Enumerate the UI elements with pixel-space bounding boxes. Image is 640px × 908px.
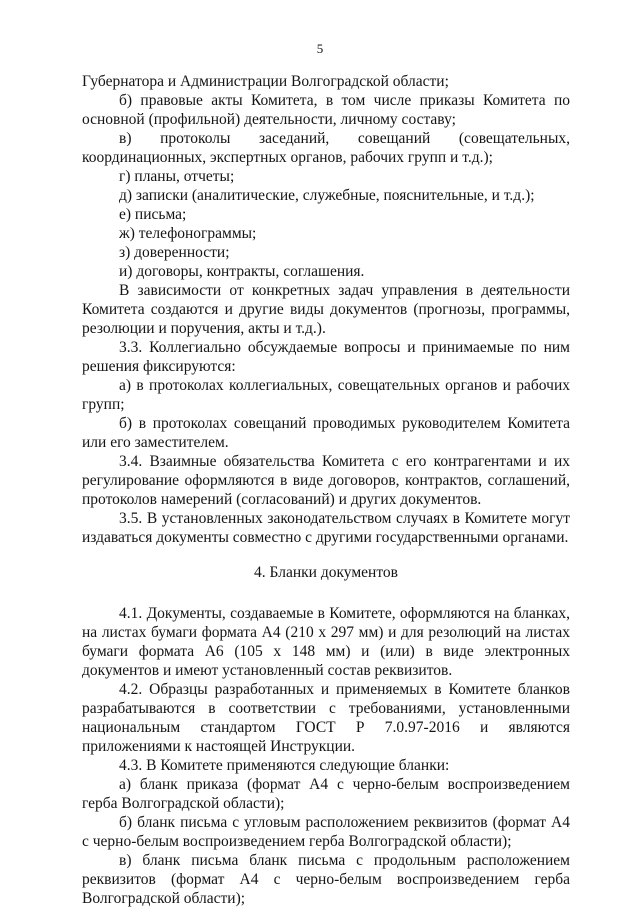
paragraph: б) в протоколах совещаний проводимых руководителем Комитета или его заместителем. [82, 415, 570, 451]
section-heading: 4. Бланки документов [254, 564, 398, 581]
paragraph: б) правовые акты Комитета, в том числе приказы Комитета по основной (профильной) деятельности, личному составу; [82, 92, 570, 128]
paragraph: д) записки (аналитические, служебные, пояснительные, и т.д.); [119, 187, 535, 204]
paragraph: 4.2. Образцы разработанных и применяемых в Комитете бланков разрабатываются в соответствии с требованиями, установленными национальным стандартом ГОСТ Р 7.0.97-2016 и являются приложениями к настоящей Инструкции. [82, 681, 570, 755]
paragraph: з) доверенности; [119, 244, 230, 261]
paragraph: В зависимости от конкретных задач управления в деятельности Комитета создаются и другие виды документов (прогнозы, программы, резолюции и поручения, акты и т.д.). [82, 282, 570, 337]
paragraph: г) планы, отчеты; [119, 168, 235, 185]
paragraph: б) бланк письма с угловым расположением реквизитов (формат А4 с черно-белым воспроизведением герба Волгоградской области); [82, 814, 570, 850]
paragraph: 3.4. Взаимные обязательства Комитета с его контрагентами и их регулирование оформляются в виде договоров, контрактов, соглашений, протоколов намерений (согласований) и других документов. [82, 453, 570, 508]
paragraph: Губернатора и Администрации Волгоградской области; [82, 73, 449, 90]
page-number: 5 [316, 41, 324, 56]
paragraph: 3.5. В установленных законодательством случаях в Комитете могут издаваться документы совместно с другими государственными органами. [82, 510, 570, 546]
paragraph: а) в протоколах коллегиальных, совещательных органов и рабочих групп; [82, 377, 570, 413]
document-body [82, 72, 570, 908]
paragraph: и) договоры, контракты, соглашения. [119, 263, 365, 280]
paragraph: ж) телефонограммы; [119, 225, 257, 242]
paragraph: 3.3. Коллегиально обсуждаемые вопросы и принимаемые по ним решения фиксируются: [82, 339, 570, 375]
paragraph: 4.3. В Комитете применяются следующие бланки: [119, 757, 450, 774]
paragraph: а) бланк приказа (формат А4 с черно-белым воспроизведением герба Волгоградской области); [82, 776, 570, 812]
paragraph: е) письма; [119, 206, 187, 223]
paragraph: в) бланк письма бланк письма с продольным расположением реквизитов (формат А4 с черно-белым воспроизведением герба Волгоградской области); [82, 852, 570, 907]
paragraph: 4.1. Документы, создаваемые в Комитете, оформляются на бланках, на листах бумаги формата А4 (210 х 297 мм) и для резолюций на листах бумаги формата А6 (105 х 148 мм) и (или) в виде электронных документов и имеют установленный состав реквизитов. [82, 605, 570, 679]
paragraph: в) протоколы заседаний, совещаний (совещательных, координационных, экспертных органов, рабочих групп и т.д.); [82, 130, 570, 166]
